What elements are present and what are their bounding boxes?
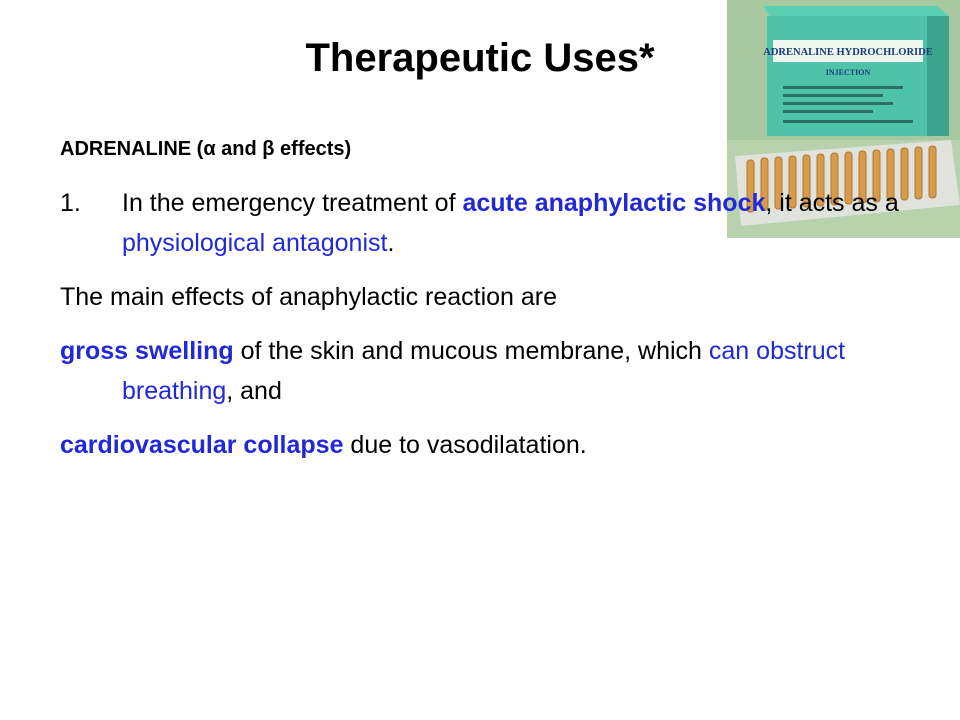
para2-text-2: , and (226, 377, 282, 405)
para3-highlight-1: cardiovascular collapse (60, 431, 344, 459)
box-side-shade (927, 16, 949, 136)
item1-text-2: , it acts as a (765, 189, 899, 217)
box-subtitle: INJECTION (825, 68, 871, 77)
box-title: ADRENALINE HYDROCHLORIDE (763, 47, 933, 58)
item-number: 1. (60, 189, 81, 217)
slide-body (60, 138, 940, 479)
item1-highlight-1: acute anaphylactic shock (462, 189, 766, 217)
paragraph-collapse (60, 425, 940, 465)
paragraph-effects: The main effects of anaphylactic reaction are (60, 283, 558, 311)
para2-text-1: of the skin and mucous membrane, which (233, 337, 709, 365)
item1-text-1: In the emergency treatment of (122, 189, 463, 217)
para2-highlight-1: gross swelling (60, 337, 234, 365)
drug-heading: ADRENALINE (α and β effects) (60, 138, 352, 160)
item1-highlight-2: physiological antagonist (122, 229, 388, 257)
slide-title: Therapeutic Uses* (305, 36, 655, 80)
numbered-item-1 (60, 183, 940, 263)
item1-text-3: . (387, 229, 395, 257)
paragraph-swelling (60, 331, 940, 411)
para3-text-1: due to vasodilatation. (343, 431, 587, 459)
para2-highlight-2: can obstruct breathing (122, 337, 846, 405)
